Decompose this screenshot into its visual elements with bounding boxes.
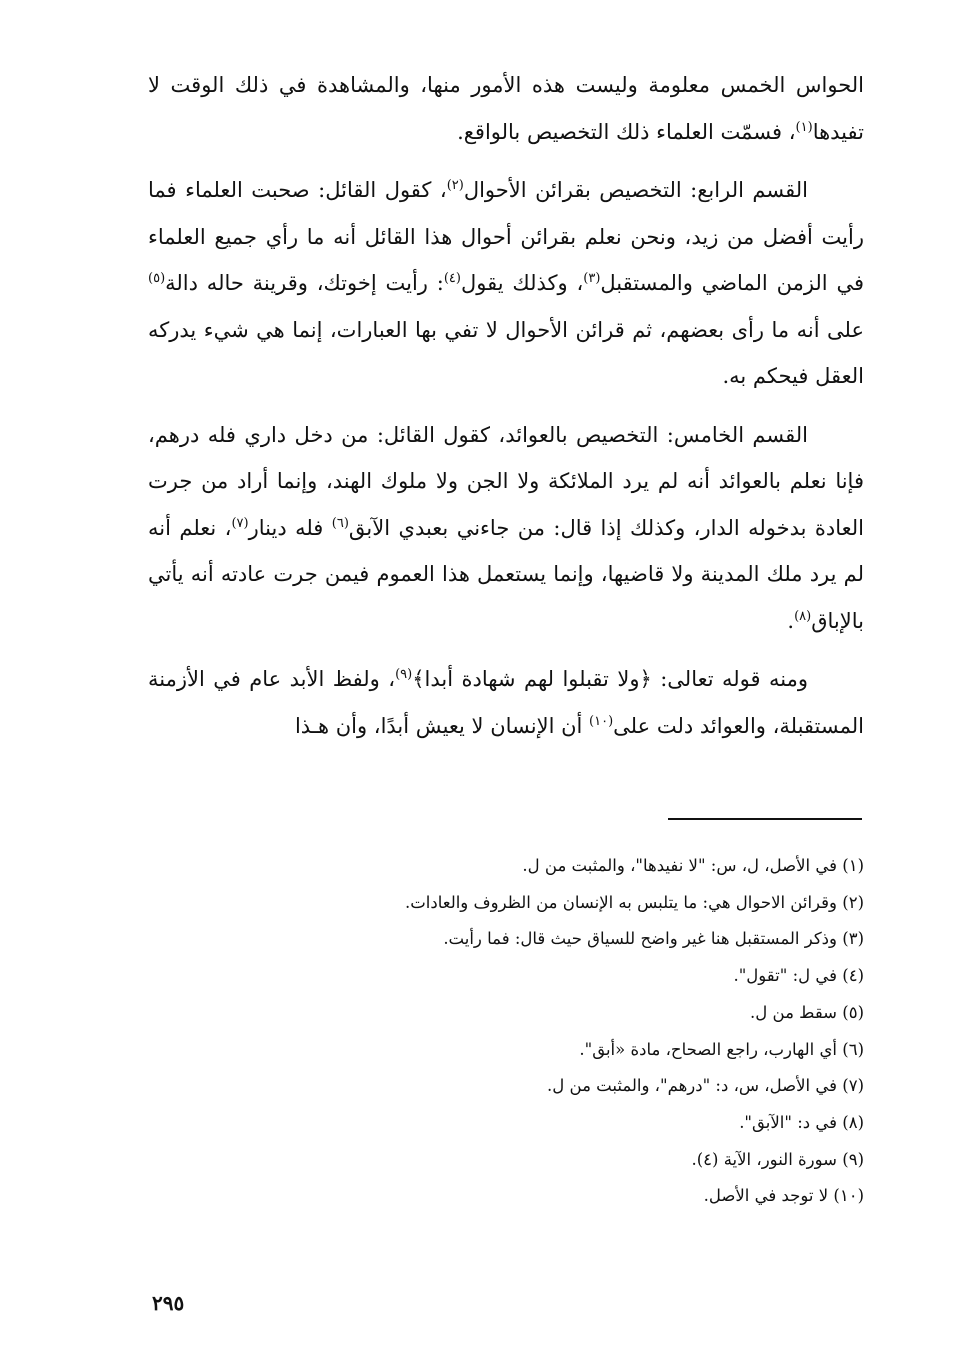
footnote-10: (١٠) لا توجد في الأصل. [703,1186,864,1206]
text-run: القسم الخامس: التخصيص بالعوائد، كقول القائل: من دخل داري فله درهم، فإنا نعلم بالعوائد أنه لم يرد الملائكة ولا الجن ولا ملوك الهند، وإنما أراد من جرت العادة بدخوله الدار، وكذلك إذا قال: من جاءني بعبدي الآبق [148,422,864,540]
footnote-6: (٦) أي الهارب، راجع الصحاح، مادة «أبق". [579,1039,864,1059]
footnote-ref-9: (٩) [395,667,413,682]
text-run: ، فسمّت العلماء ذلك التخصيص بالواقع. [457,119,796,144]
footnote-ref-2: (٢) [446,178,464,193]
text-run: ومنه قوله تعالى: ﴿ولا تقبلوا لهم شهادة أبدا﴾ [412,667,808,691]
text-run: : رأيت إخوتك، وقرينة حاله دالة [165,271,444,295]
footnote-ref-4: (٤) [443,271,461,286]
text-run: ، كقول القائل: صحبت العلماء فما رأيت أفضل من زيد، ونحن نعلم بقرائن أحوال هذا القائل أنه ما رأي جميع العلماء في الزمن الماضي والمستقبل [148,178,865,295]
footnote-8: (٨) في د: "الآبق". [739,1112,864,1132]
text-run: . [787,608,795,633]
footnote-ref-7: (٧) [231,515,249,531]
paragraph-2 [148,167,864,400]
footnote-ref-10: (١٠) [589,713,614,729]
footnote-separator [668,818,862,820]
footnote-2: (٢) وقرائن الاحوال هي: ما يتلبس به الإنسان من الظروف والعادات. [405,892,864,912]
footnote-1: (١) في الأصل، ل، س: "لا نفيدها"، والمثبت من ل. [522,856,864,875]
footnote-7: (٧) في الأصل، س، د: "درهم"، والمثبت من ل. [547,1076,864,1096]
text-run: أن الإنسان لا يعيش أبدًا، وأن هـذا [294,713,590,738]
text-run: ، ولفظ الأبد عام في الأزمنة المستقبلة، والعوائد دلت على [148,667,864,738]
text-run: ، نعلم أنه لم يرد ملك المدينة ولا قاضيها، وإنما يستعمل هذا العموم فيمن جرت عادته أنه يأتي بالإباق [148,515,864,633]
footnote-9: (٩) سورة النور، الآية (٤). [691,1149,864,1169]
footnotes [148,848,864,1215]
footnote-ref-1: (١) [795,119,813,135]
footnote-3: (٣) وذكر المستقبل هنا غير واضح للسياق حيث قال: فما رأيت. [443,929,864,949]
text-run: فله دينار [248,515,332,540]
text-run: القسم الرابع: التخصيص بقرائن الأحوال [463,178,808,202]
text-run: على أنه ما رأى بعضهم، ثم قرائن الأحوال لا تفي بها العبارات، إنما هي شيء يدركه العقل فيحكم به. [148,317,864,388]
footnote-ref-5: (٥) [148,271,166,286]
footnote-4: (٤) في ل: "تقول". [733,966,864,986]
footnote-ref-3: (٣) [583,271,601,286]
footnote-5: (٥) سقط من ل. [750,1002,864,1022]
footnote-ref-6: (٦) [331,515,349,531]
footnote-ref-8: (٨) [794,608,812,624]
text-run: الحواس الخمس معلومة وليست هذه الأمور منها، والمشاهدة في ذلك الوقت لا تفيدها [148,73,864,144]
page-number: ٢٩٥ [152,1291,185,1315]
paragraph-1 [148,62,864,155]
paragraph-3 [148,412,864,645]
paragraph-4 [148,656,864,749]
text-run: ، وكذلك يقول [460,271,584,295]
main-text [148,62,864,761]
